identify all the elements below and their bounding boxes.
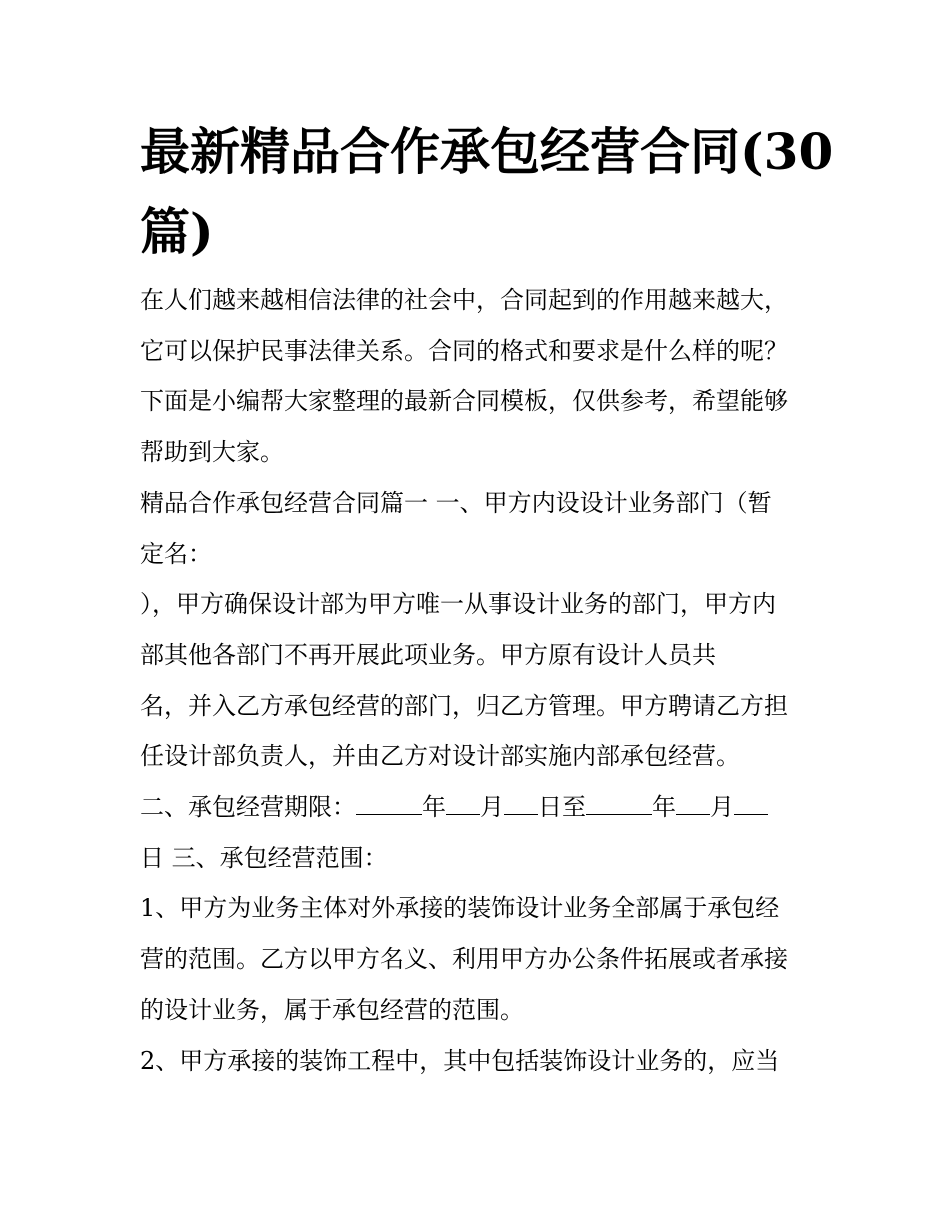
text-line: ），甲方确保设计部为甲方唯一从事设计业务的部门，甲方内 xyxy=(140,590,776,619)
section-1-paragraph xyxy=(140,478,820,782)
text-line: 下面是小编帮大家整理的最新合同模板，仅供参考，希望能够 xyxy=(140,387,788,416)
day-to-label: 日至 xyxy=(538,793,586,822)
term-paragraph xyxy=(140,782,820,883)
blank-field[interactable] xyxy=(586,792,652,815)
blank-field[interactable] xyxy=(734,792,768,815)
text-line: 日 三、承包经营范围： xyxy=(140,843,388,872)
text-line: 名，并入乙方承包经营的部门，归乙方管理。甲方聘请乙方担 xyxy=(140,691,788,720)
document-body xyxy=(140,275,820,1086)
text-line: 精品合作承包经营合同篇一 一、甲方内设设计业务部门（暂 xyxy=(140,488,772,517)
text-line: 帮助到大家。 xyxy=(140,438,284,467)
blank-field[interactable] xyxy=(676,792,710,815)
document-title xyxy=(140,112,834,272)
item-2-paragraph xyxy=(140,1036,820,1087)
text-line: 2、甲方承接的装饰工程中，其中包括装饰设计业务的，应当 xyxy=(140,1046,780,1075)
title-line: 最新精品合作承包经营合同(30 xyxy=(140,122,834,181)
text-line: 定名： xyxy=(140,539,212,568)
text-line: 营的范围。乙方以甲方名义、利用甲方办公条件拓展或者承接 xyxy=(140,945,788,974)
year-label: 年 xyxy=(652,793,676,822)
item-1-paragraph xyxy=(140,883,820,1035)
term-line xyxy=(140,782,820,833)
text-line: 在人们越来越相信法律的社会中，合同起到的作用越来越大， xyxy=(140,286,788,314)
blank-field[interactable] xyxy=(504,792,538,815)
blank-field[interactable] xyxy=(446,792,480,815)
text-line: 部其他各部门不再开展此项业务。甲方原有设计人员共 xyxy=(140,640,716,669)
text-line: 它可以保护民事法律关系。合同的格式和要求是什么样的呢？ xyxy=(140,336,788,365)
text-line: 的设计业务，属于承包经营的范围。 xyxy=(140,995,524,1024)
text-line: 任设计部负责人，并由乙方对设计部实施内部承包经营。 xyxy=(140,742,740,771)
intro-paragraph xyxy=(140,275,820,478)
title-line: 篇) xyxy=(140,202,214,261)
year-label: 年 xyxy=(422,793,446,822)
month-label: 月 xyxy=(710,793,734,822)
blank-field[interactable] xyxy=(356,792,422,815)
month-label: 月 xyxy=(480,793,504,822)
term-prefix: 二、承包经营期限： xyxy=(140,793,356,822)
text-line: 1、甲方为业务主体对外承接的装饰设计业务全部属于承包经 xyxy=(140,894,780,923)
